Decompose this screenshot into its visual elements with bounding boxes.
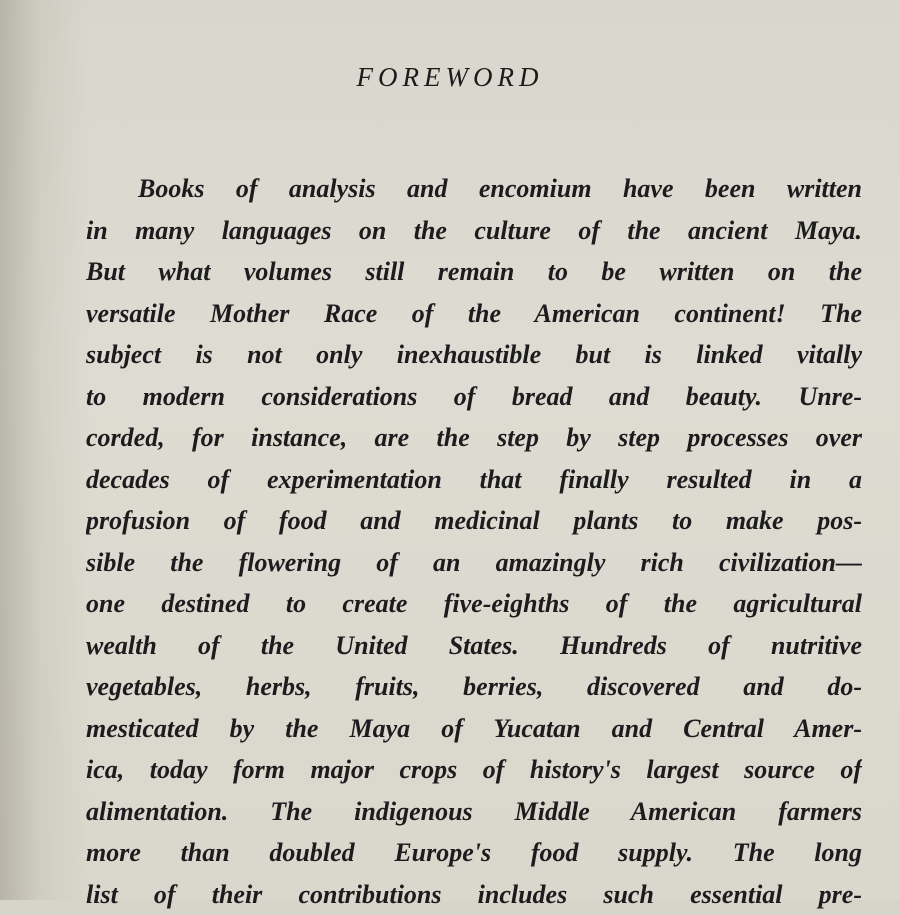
text-line: sible the flowering of an amazingly rich civilization— — [86, 542, 862, 584]
page-heading: FOREWORD — [0, 62, 900, 93]
text-line: more than doubled Europe's food supply. The long — [86, 832, 862, 874]
text-line: But what volumes still remain to be written on the — [86, 251, 862, 293]
text-line: to modern considerations of bread and beauty. Unre- — [86, 376, 862, 418]
text-line: vegetables, herbs, fruits, berries, discovered and do- — [86, 666, 862, 708]
text-line: in many languages on the culture of the ancient Maya. — [86, 210, 862, 252]
text-line: versatile Mother Race of the American continent! The — [86, 293, 862, 335]
text-line: list of their contributions includes such essential pre- — [86, 874, 862, 915]
text-line: Books of analysis and encomium have been written — [86, 168, 862, 210]
text-line: alimentation. The indigenous Middle American farmers — [86, 791, 862, 833]
text-line: wealth of the United States. Hundreds of nutritive — [86, 625, 862, 667]
text-line: mesticated by the Maya of Yucatan and Central Amer- — [86, 708, 862, 750]
text-line: decades of experimentation that finally resulted in a — [86, 459, 862, 501]
text-line: corded, for instance, are the step by step processes over — [86, 417, 862, 459]
text-line: ica, today form major crops of history's largest source of — [86, 749, 862, 791]
text-line: profusion of food and medicinal plants to make pos- — [86, 500, 862, 542]
foreword-paragraph — [86, 168, 862, 915]
text-line: one destined to create five-eighths of the agricultural — [86, 583, 862, 625]
text-line: subject is not only inexhaustible but is linked vitally — [86, 334, 862, 376]
